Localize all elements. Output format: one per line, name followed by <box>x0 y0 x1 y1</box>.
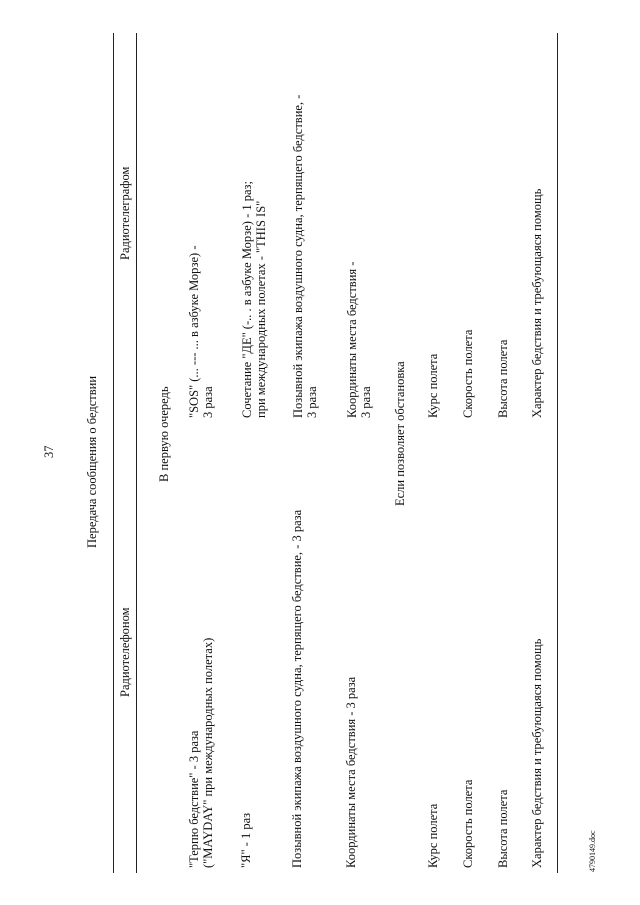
page-title: Передача сообщения о бедствии <box>85 375 99 548</box>
header-radiotelegraph: Радиотелеграфом <box>118 166 132 260</box>
left-row-7: Высота полета <box>496 789 510 868</box>
left-row-2: "Я" - 1 раз <box>239 812 253 868</box>
section-if-allows: Если позволяет обстановка <box>393 361 407 506</box>
page-number: 37 <box>42 445 56 458</box>
left-row-1: "Терпю бедствие" - 3 раза ("MAYDAY" при международных полетах) <box>187 637 215 868</box>
table-rule-header <box>136 33 137 873</box>
right-row-8: Характер бедствия и требующаяся помощь <box>530 188 544 418</box>
right-row-6: Скорость полета <box>461 329 475 418</box>
left-row-4: Координаты места бедствия - 3 раза <box>344 676 358 868</box>
table-rule-top <box>113 33 114 873</box>
left-row-5: Курс полета <box>426 803 440 868</box>
left-row-3: Позывной экипажа воздушного судна, терпящего бедствие, - 3 раза <box>290 509 304 868</box>
right-row-2: Сочетание "ДЕ" (-.. . в азбуке Морзе) - 1 раз; при международных полетах - "THIS IS" <box>240 181 268 418</box>
section-first: В первую очередь <box>157 386 171 482</box>
left-row-6: Скорость полета <box>461 779 475 868</box>
right-row-7: Высота полета <box>496 339 510 418</box>
right-row-1: "SOS" (... --- ... в азбуке Морзе) - 3 раза <box>187 245 215 418</box>
footer-filename: 4790149.doc <box>588 830 597 872</box>
header-radiotelephone: Радиотелефоном <box>118 607 132 697</box>
right-row-5: Курс полета <box>426 353 440 418</box>
table-rule-bottom <box>557 33 558 873</box>
left-row-8: Характер бедствия и требующаяся помощь <box>530 638 544 868</box>
right-row-4: Координаты места бедствия - 3 раза <box>345 261 373 418</box>
right-row-3: Позывной экипажа воздушного судна, терпящего бедствие, - 3 раза <box>291 94 319 418</box>
